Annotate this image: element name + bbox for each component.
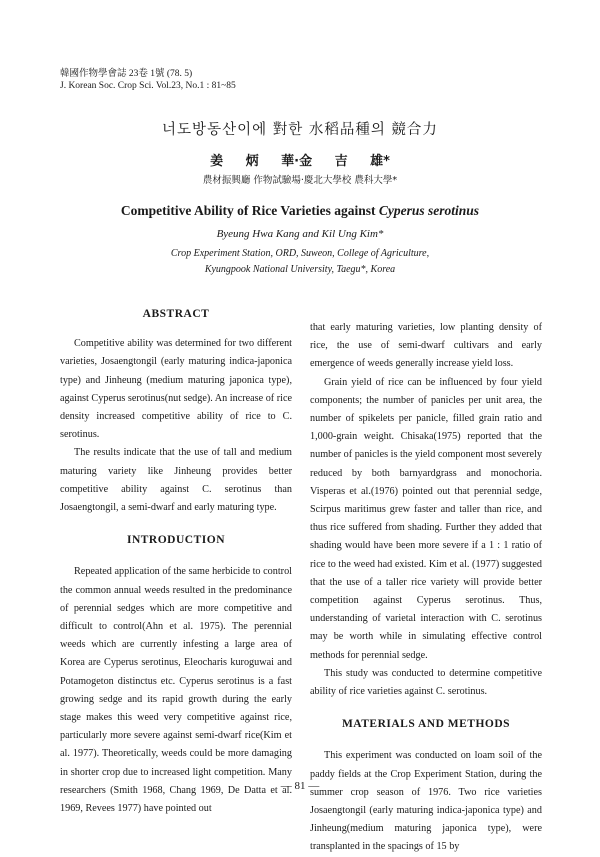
journal-citation-korean: 韓國作物學會誌 23卷 1號 (78. 5) bbox=[60, 69, 193, 79]
methods-heading: MATERIALS AND METHODS bbox=[341, 718, 511, 731]
journal-citation bbox=[60, 68, 236, 92]
english-affiliation bbox=[0, 246, 600, 278]
introduction-paragraph-3: This study was conducted to determine competitive ability of rice varieties against C. serotinus. bbox=[310, 667, 542, 698]
page-number: — 81 — bbox=[280, 780, 320, 792]
introduction-paragraph-2: Grain yield of rice can be influenced by four yield components; the number of panicles per unit area, the number of spikelets per panicle, filled grain ratio and 1,000-grain weight. Chisaka(1975) reported that the number of panicles is the yield component most severely reduced by both barnyardgrass and monochoria. Visperas et al.(1976) pointed out that perennial sedge, Scirpus maritimus grew faster and taller than rice, and thus rice suffered from shading. Further they added that shading would have been more severe if a 1 : 1 ratio of rice to the weed had existed. Kim et al. (1977) suggested that the use of a taller rice variety will provide better competition against Cyperus serotinus. Thus, understanding of varietal interaction with C. serotinus may be worth while in simulating effective control methods for perennial sedge. bbox=[310, 376, 542, 661]
introduction-paragraph-1: Repeated application of the same herbicide to control the common annual weeds resulted in the predominance of perennial sedges which are more competitive and difficult to control(Ahn et al. 1975). The perennial weeds which are currently infesting a large area of Korea are Cyperus serotinus, Eleocharis kuroguwai and Potamogeton distinctus etc. Cyperus serotinus is a fast growing sedge and its rapid growth during the early stage makes this weed very competitive against rice, particularly more severe against semi-dwarf rice(Kim et al. 1977). Theoretically, weeds could be more damaging in shorter crop due to increased light competition. Many researchers (Smith 1968, Chang 1969, De Datta et al. 1969, Revees 1977) have pointed out bbox=[60, 566, 292, 815]
journal-citation-english: J. Korean Soc. Crop Sci. Vol.23, No.1 : 81~85 bbox=[60, 81, 236, 91]
english-title bbox=[0, 203, 600, 219]
abstract-paragraph-2: The results indicate that the use of tall and medium maturing variety like Jinheung provides better competitive ability against C. serotinus than Josaengtongil, a semi-dwarf and early maturing type. bbox=[60, 447, 292, 514]
introduction-paragraph-continued: that early maturing varieties, low planting density of rice, the use of semi-dwarf cultivars and early emergence of weeds generally increase yield loss. bbox=[310, 322, 542, 370]
english-affiliation-line-1: Crop Experiment Station, ORD, Suweon, College of Agriculture, bbox=[170, 248, 430, 259]
english-affiliation-line-2: Kyungpook National University, Taegu*, Korea bbox=[204, 264, 396, 275]
right-column bbox=[310, 319, 542, 857]
left-column bbox=[60, 305, 292, 818]
abstract-paragraph-1: Competitive ability was determined for two different varieties, Josaengtongil (early maturing indica-japonica type) and Jinheung (medium maturing japonica type), against Cyperus serotinus(nut sedge). An increase of rice density increased competitive ability of rice to C. serotinus. bbox=[60, 338, 292, 441]
korean-affiliation: 農材振興廳 作物試驗場·慶北大學校 農科大學* bbox=[202, 175, 398, 186]
introduction-heading: INTRODUCTION bbox=[126, 534, 225, 547]
methods-paragraph-1: This experiment was conducted on loam soil of the paddy fields at the Crop Experiment Station, during the summer crop season of 1976. Two rice varieties Josaengtongil (early maturing indica-japonica type) and Jinheung(medium maturing japonica type), were transplanted in the spacings of 15 by bbox=[310, 750, 542, 853]
abstract-heading: ABSTRACT bbox=[142, 308, 210, 320]
english-authors: Byeung Hwa Kang and Kil Ung Kim* bbox=[216, 228, 384, 240]
english-title-species: Cyperus serotinus bbox=[378, 203, 480, 218]
english-title-main: Competitive Ability of Rice Varieties against bbox=[120, 203, 379, 218]
korean-title: 너도방동산이에 對한 水稻品種의 競合力 bbox=[162, 122, 438, 138]
korean-authors: 姜 炳 華·金 吉 雄* bbox=[210, 154, 390, 169]
